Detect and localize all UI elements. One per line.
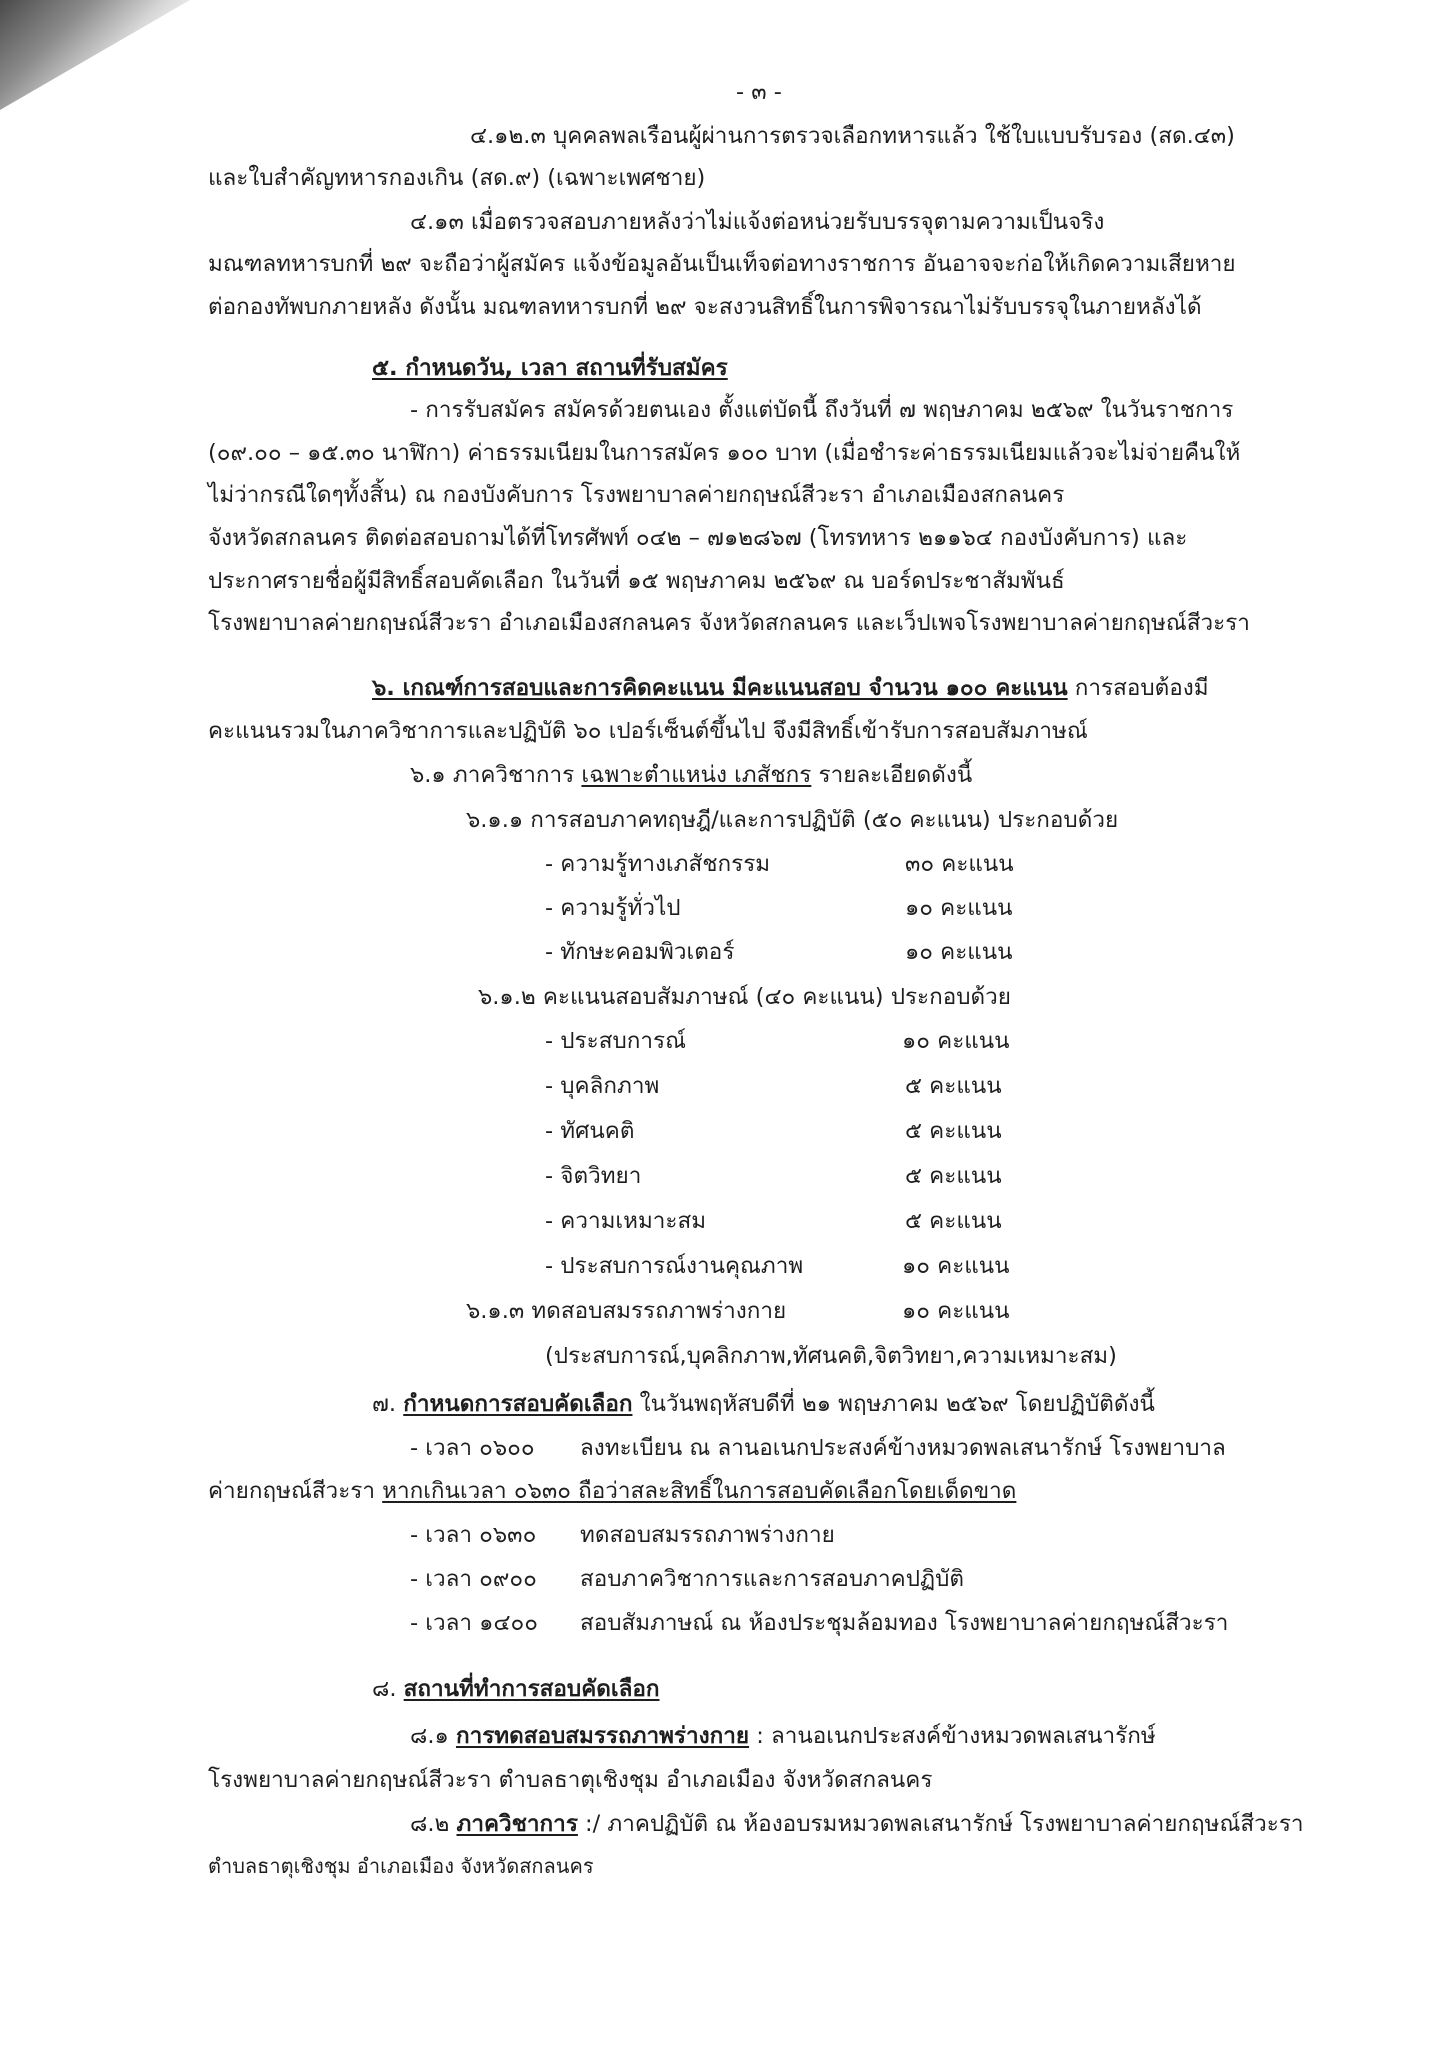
section-5-line-2: (๐๙.๐๐ – ๑๕.๓๐ นาฬิกา) ค่าธรรมเนียมในการสมัคร ๑๐๐ บาท (เมื่อชำระค่าธรรมเนียมแล้วจะไม่จ่ายคืนให้ — [208, 440, 1241, 466]
line-4-12-3: ๔.๑๒.๓ บุคคลพลเรือนผู้ผ่านการตรวจเลือกทหารแล้ว ใช้ใบแบบรับรอง (สด.๔๓) — [470, 123, 1235, 149]
score-item-label: - ประสบการณ์งานคุณภาพ — [545, 1253, 804, 1279]
section-8-2-rest: :/ ภาคปฏิบัติ ณ ห้องอบรมหมวดพลเสนารักษ์ โรงพยาบาลค่ายกฤษณ์สีวะรา — [577, 1811, 1304, 1837]
section-6-1-prefix: ๖.๑ ภาควิชาการ — [410, 762, 582, 788]
schedule-3-text: สอบภาควิชาการและการสอบภาคปฏิบัติ — [580, 1566, 964, 1592]
section-8-heading-line — [372, 1675, 660, 1703]
section-8-2-cont: ตำบลธาตุเชิงชุม อำเภอเมือง จังหวัดสกลนคร — [208, 1854, 594, 1878]
section-6-heading-line — [372, 674, 1209, 702]
line-4-13: ๔.๑๓ เมื่อตรวจสอบภายหลังว่าไม่แจ้งต่อหน่วยรับบรรจุตามความเป็นจริง — [410, 209, 1105, 235]
schedule-1-text: ลงทะเบียน ณ ลานอเนกประสงค์ข้างหมวดพลเสนารักษ์ โรงพยาบาล — [580, 1435, 1226, 1461]
schedule-1-warning: หากเกินเวลา ๐๖๓๐ ถือว่าสละสิทธิ์ในการสอบคัดเลือกโดยเด็ดขาด — [382, 1478, 1017, 1504]
schedule-1-time: - เวลา ๐๖๐๐ — [410, 1435, 535, 1461]
section-8-1-cont: โรงพยาบาลค่ายกฤษณ์สีวะรา ตำบลธาตุเชิงชุม อำเภอเมือง จังหวัดสกลนคร — [208, 1767, 933, 1793]
section-6-line-2: คะแนนรวมในภาควิชาการและปฏิบัติ ๖๐ เปอร์เซ็นต์ขึ้นไป จึงมีสิทธิ์เข้ารับการสอบสัมภาษณ์ — [208, 718, 1088, 744]
scan-page-fold — [0, 0, 190, 110]
score-item-label: - ความรู้ทางเภสัชกรรม — [545, 851, 771, 877]
section-7-heading-rest: ในวันพฤหัสบดีที่ ๒๑ พฤษภาคม ๒๕๖๙ โดยปฏิบัติดังนี้ — [632, 1391, 1155, 1417]
section-8-2-line — [410, 1810, 1304, 1838]
section-6-1-2: ๖.๑.๒ คะแนนสอบสัมภาษณ์ (๔๐ คะแนน) ประกอบด้วย — [478, 984, 1011, 1010]
score-item-value: ๕ คะแนน — [905, 1118, 1002, 1144]
schedule-1-cont-line — [208, 1477, 1016, 1505]
line-4-12-3-cont: และใบสำคัญทหารกองเกิน (สด.๙) (เฉพาะเพศชาย) — [208, 165, 706, 191]
section-8-heading: สถานที่ทำการสอบคัดเลือก — [403, 1676, 660, 1702]
section-6-1-3-note: (ประสบการณ์,บุคลิกภาพ,ทัศนคติ,จิตวิทยา,ความเหมาะสม) — [545, 1343, 1117, 1369]
section-6-1-3-label: ๖.๑.๓ ทดสอบสมรรถภาพร่างกาย — [466, 1298, 787, 1324]
section-8-1-line — [410, 1722, 1156, 1750]
line-4-13-cont-2: ต่อกองทัพบกภายหลัง ดังนั้น มณฑลทหารบกที่ ๒๙ จะสงวนสิทธิ์ในการพิจารณาไม่รับบรรจุในภายหลังได้ — [208, 294, 1202, 320]
section-5-heading: ๕. กำหนดวัน, เวลา สถานที่รับสมัคร — [372, 355, 728, 381]
section-7-heading-line — [372, 1390, 1155, 1418]
section-7-heading: กำหนดการสอบคัดเลือก — [403, 1391, 633, 1417]
schedule-2-text: ทดสอบสมรรถภาพร่างกาย — [580, 1522, 835, 1548]
section-5-line-6: โรงพยาบาลค่ายกฤษณ์สีวะรา อำเภอเมืองสกลนคร จังหวัดสกลนคร และเว็ปเพจโรงพยาบาลค่ายกฤษณ์สีวะรา — [208, 610, 1250, 636]
section-6-1-suffix: รายละเอียดดังนี้ — [811, 762, 973, 788]
score-item-value: ๑๐ คะแนน — [902, 1253, 1010, 1279]
page-number: - ๓ - — [736, 79, 782, 105]
line-4-13-cont-1: มณฑลทหารบกที่ ๒๙ จะถือว่าผู้สมัคร แจ้งข้อมูลอันเป็นเท็จต่อทางราชการ อันอาจจะก่อให้เกิดความเสียหาย — [208, 251, 1236, 277]
section-5-line-4: จังหวัดสกลนคร ติดต่อสอบถามได้ที่โทรศัพท์ ๐๔๒ – ๗๑๒๘๖๗ (โทรทหาร ๒๑๑๖๔ กองบังคับการ) และ — [208, 525, 1188, 551]
score-item-value: ๑๐ คะแนน — [905, 895, 1013, 921]
score-item-label: - ความรู้ทั่วไป — [545, 895, 681, 921]
score-item-label: - ทัศนคติ — [545, 1118, 635, 1144]
score-item-value: ๓๐ คะแนน — [905, 851, 1014, 877]
section-6-1-line — [410, 761, 972, 789]
score-item-label: - จิตวิทยา — [545, 1163, 642, 1189]
score-item-value: ๕ คะแนน — [905, 1163, 1002, 1189]
schedule-2-time: - เวลา ๐๖๓๐ — [410, 1522, 537, 1548]
score-item-label: - ทักษะคอมพิวเตอร์ — [545, 939, 735, 965]
score-item-label: - ประสบการณ์ — [545, 1028, 686, 1054]
section-8-1-heading: การทดสอบสมรรถภาพร่างกาย — [455, 1723, 750, 1749]
schedule-1-cont: ค่ายกฤษณ์สีวะรา — [208, 1478, 383, 1504]
schedule-3-time: - เวลา ๐๙๐๐ — [410, 1566, 537, 1592]
score-item-value: ๑๐ คะแนน — [902, 1028, 1010, 1054]
score-item-value: ๕ คะแนน — [905, 1073, 1002, 1099]
section-6-1-position: เฉพาะตำแหน่ง เภสัชกร — [581, 762, 812, 788]
section-8-1-rest: : ลานอเนกประสงค์ข้างหมวดพลเสนารักษ์ — [749, 1723, 1156, 1749]
section-6-heading-rest: การสอบต้องมี — [1067, 675, 1209, 701]
score-item-value: ๑๐ คะแนน — [905, 939, 1013, 965]
section-6-1-3-value: ๑๐ คะแนน — [902, 1298, 1010, 1324]
section-8-prefix: ๘. — [372, 1676, 404, 1702]
section-8-2-heading: ภาควิชาการ — [456, 1811, 578, 1837]
section-5-line-1: - การรับสมัคร สมัครด้วยตนเอง ตั้งแต่บัดนี้ ถึงวันที่ ๗ พฤษภาคม ๒๕๖๙ ในวันราชการ — [410, 397, 1234, 423]
schedule-4-text: สอบสัมภาษณ์ ณ ห้องประชุมล้อมทอง โรงพยาบาลค่ายกฤษณ์สีวะรา — [580, 1610, 1229, 1636]
section-5-line-3: ไม่ว่ากรณีใดๆทั้งสิ้น) ณ กองบังคับการ โรงพยาบาลค่ายกฤษณ์สีวะรา อำเภอเมืองสกลนคร — [208, 482, 1065, 508]
section-6-heading: ๖. เกณฑ์การสอบและการคิดคะแนน มีคะแนนสอบ จำนวน ๑๐๐ คะแนน — [372, 675, 1068, 701]
section-7-prefix: ๗. — [372, 1391, 404, 1417]
score-item-value: ๕ คะแนน — [905, 1208, 1002, 1234]
score-item-label: - บุคลิกภาพ — [545, 1073, 660, 1099]
section-5-line-5: ประกาศรายชื่อผู้มีสิทธิ์สอบคัดเลือก ในวันที่ ๑๕ พฤษภาคม ๒๕๖๙ ณ บอร์ดประชาสัมพันธ์ — [208, 568, 1065, 594]
section-6-1-1: ๖.๑.๑ การสอบภาคทฤษฎี/และการปฏิบัติ (๕๐ คะแนน) ประกอบด้วย — [466, 807, 1119, 833]
section-8-1-prefix: ๘.๑ — [410, 1723, 456, 1749]
score-item-label: - ความเหมาะสม — [545, 1208, 707, 1234]
section-8-2-prefix: ๘.๒ — [410, 1811, 457, 1837]
schedule-4-time: - เวลา ๑๔๐๐ — [410, 1610, 538, 1636]
